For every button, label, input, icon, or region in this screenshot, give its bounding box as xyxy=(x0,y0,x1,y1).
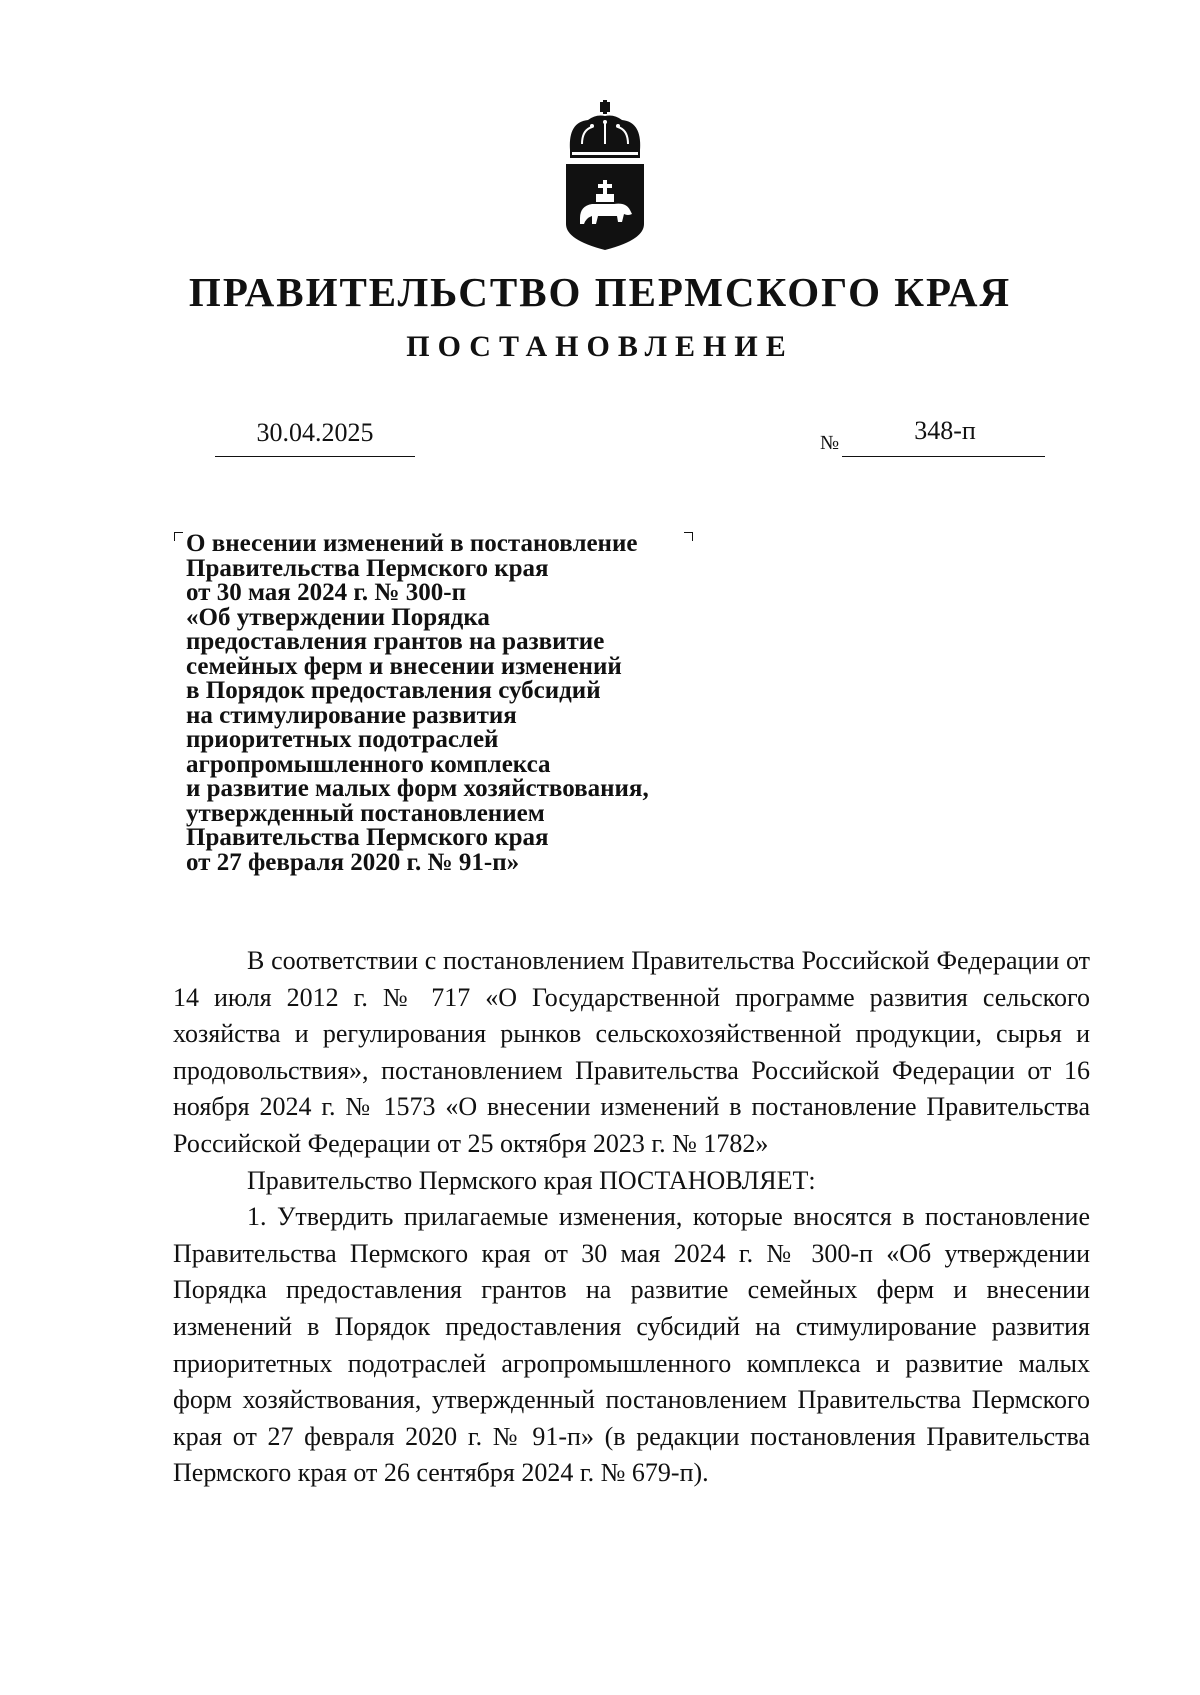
document-type: ПОСТАНОВЛЕНИЕ xyxy=(406,330,794,363)
subject-line: Правительства Пермского края xyxy=(186,824,549,851)
document-subject xyxy=(186,532,746,875)
document-date: 30.04.2025 xyxy=(256,418,374,447)
subject-line: Правительства Пермского края xyxy=(186,554,549,582)
document-body xyxy=(173,943,1090,1492)
subject-line: О внесении изменений в постановление xyxy=(186,530,638,557)
subject-line: агропромышленного комплекса xyxy=(186,750,551,778)
subject-line: предоставления грантов на развитие xyxy=(186,628,605,655)
number-sign: № xyxy=(820,432,840,454)
subject-line: на стимулирование развития xyxy=(186,701,517,729)
body-paragraph: Правительство Пермского края ПОСТАНОВЛЯЕТ: xyxy=(247,1165,816,1195)
subject-line: приоритетных подотраслей xyxy=(186,726,499,753)
body-paragraph: 1. Утвердить прилагаемые изменения, которые вносятся в постановление Правительства Пермского края от 30 мая 2024 г. № 300-п «Об утверждении Порядка предоставления грантов на развитие семейных ферм и внесении изменений в Порядок предоставления субсидий на стимулирование развития приоритетных подотраслей агропромышленного комплекса и развитие малых форм хозяйствования, утвержденный постановлением Правительства Пермского края от 27 февраля 2020 г. № 91-п» (в редакции постановления Правительства Пермского края от 26 сентября 2024 г. № 679-п). xyxy=(173,1202,1090,1488)
document-number: 348-п xyxy=(914,416,976,445)
subject-line: и развитие малых форм хозяйствования, xyxy=(186,775,649,802)
subject-line: семейных ферм и внесении изменений xyxy=(186,652,622,680)
subject-line: от 30 мая 2024 г. № 300-п xyxy=(186,579,466,606)
government-title: ПРАВИТЕЛЬСТВО ПЕРМСКОГО КРАЯ xyxy=(188,269,1012,315)
number-underline xyxy=(842,456,1045,457)
subject-line: в Порядок предоставления субсидий xyxy=(186,677,601,704)
subject-corner-left xyxy=(174,532,183,541)
coat-of-arms-icon xyxy=(562,100,648,252)
subject-line: утвержденный постановлением xyxy=(186,799,545,827)
date-underline xyxy=(215,456,415,457)
subject-line: «Об утверждении Порядка xyxy=(186,603,490,631)
body-paragraph: В соответствии с постановлением Правительства Российской Федерации от 14 июля 2012 г. № 717 «О Государственной программе развития сельского хозяйства и регулирования рынков сельскохозяйственной продукции, сырья и продовольствия», постановлением Правительства Российской Федерации от 16 ноября 2024 г. № 1573 «О внесении изменений в постановление Правительства Российской Федерации от 25 октября 2023 г. № 1782» xyxy=(173,946,1090,1158)
subject-line: от 27 февраля 2020 г. № 91-п» xyxy=(186,848,520,876)
